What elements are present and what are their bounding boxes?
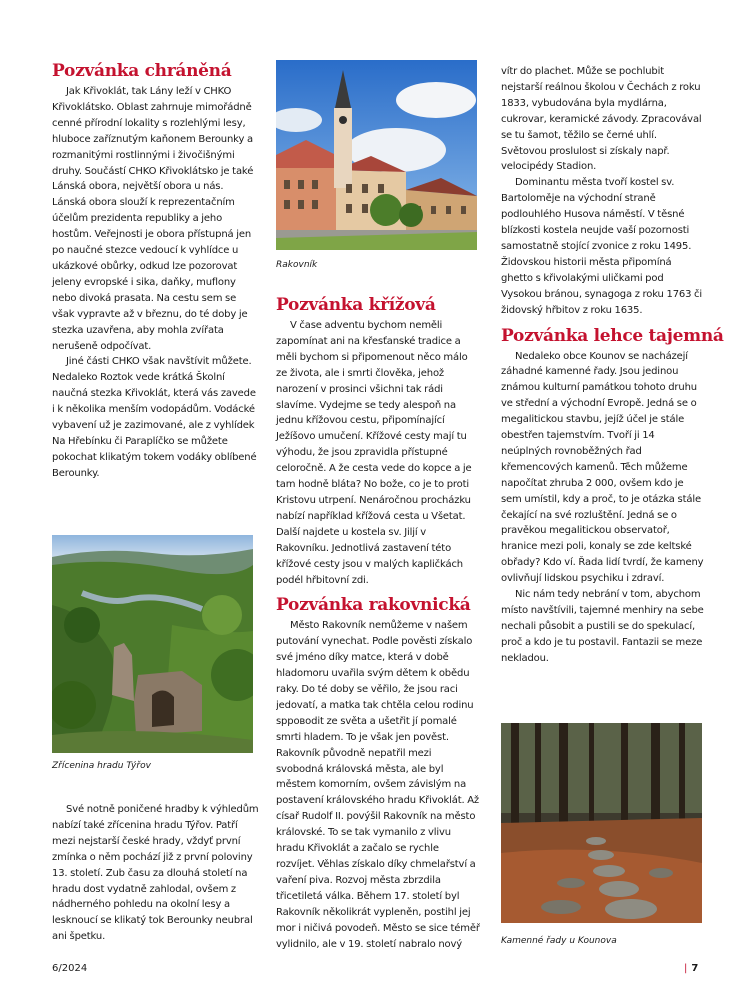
page-number: 7 [691, 963, 699, 974]
paragraph-rakovnicka-continued: vítr do plachet. Může se pochlubit nejstarší reálnou školou v Čechách z roku 1833, vybudována byla mydlárna, cukrovar, keramické závody. Zpracovával se tu šamot, těžilo se černé uhlí. Světovou proslulost si získaly např. velocipédy Stadion. [501, 66, 702, 173]
paragraph-tyrov: Své notně poničené hradby k výhledům nabízí také zřícenina hradu Týřov. Patří mezi nejstarší české hrady, vždyť první zmínka o něm pochází již z první poloviny 13. století. Zub času za dlouhá století na hradu dost vydatně zahlodal, ovšem z nádherného pohledu na okolní lesy a lesknoucí se klikatý tok Berounky neubral ani špetku. [52, 804, 259, 943]
photo-tyrov-ruin [52, 535, 253, 753]
photo-rakovnik-square [276, 60, 477, 250]
footer-issue: 6/2024 [52, 963, 88, 974]
caption-tyrov: Zřícenina hradu Týřov [52, 761, 151, 771]
heading-tajemna: Pozvánka lehce tajemná [501, 325, 724, 346]
photo-kounov-stone-rows [501, 723, 702, 923]
column-1 [52, 60, 260, 482]
paragraph-chranena-1: Jak Křivoklát, tak Lány leží v CHKO Křivoklátsko. Oblast zahrnuje mimořádně cenné přírodní lokality s rozlehlými lesy, hluboce zaříznutým kaňonem Berounky a rozmanitými rostlinnými i živočišnými druhy. Součástí CHKO Křivoklátsko je také Lánská obora, největší obora u nás. Lánská obora slouží k reprezentačním účelům prezidenta republiky a jeho hostům. Veřejnosti je obora přístupná jen po naučné stezce vedoucí k vyhlídce u ukázkové obůrky, odkud lze pozorovat jeleny evropské i sika, daňky, muflony nebo divoká prasata. Na cestu sem se však vypravte až v březnu, do té doby je stezka uzavřena, aby mohla zvířata nerušeně odpočívat. [52, 86, 254, 352]
paragraph-chranena-2: Jiné části CHKO však navštívit můžete. Nedaleko Roztok vede krátká Školní naučná stezka Křivoklát, která vás zavede i k několika menším vodopádům. Vodácké vybavení už je zazimované, ale z vyhlídek Na Hřebínku či Paraplíčko se můžete pokochat klikatým tokem vodáky oblíbené Berounky. [52, 356, 257, 479]
column-3 [501, 64, 724, 667]
heading-rakovnicka: Pozvánka rakovnická [276, 595, 471, 616]
heading-chranena: Pozvánka chráněná [52, 61, 232, 81]
column-2 [276, 294, 480, 954]
paragraph-rakovnicka-2: Dominantu města tvoří kostel sv. Bartoloměje na východní straně podlouhlého Husova náměstí. V těsné blízkosti kostela neujde vaší pozornosti samostatně stojící zvonice z roku 1495. Židovskou historii města připomíná ghetto s křivolakými uličkami pod Vysokou bránou, synagoga z roku 1763 či židovský hřbitov z roku 1635. [501, 177, 703, 316]
paragraph-rakovnicka-1: Město Rakovník nemůžeme v našem putování vynechat. Podle pověsti získalo své jméno díky matce, která v době hladomoru uvařila svým dětem k obědu raky. Do té doby se věřilo, že jsou raci jedovatí, a matka tak chtěla celou rodinu spровodit ze světa a ušetřit jí pomalé smrti hladem. To je však jen pověst. Rakovník původně nepatřil mezi svobodná královská města, ale byl městem komorním, ovšem závislým na postavení královského hradu Křivoklát. Až císař Rudolf II. povýšil Rakovník na město královské. To se tak vymanilo z vlivu hradu Křivoklát a začalo se rychle rozvíjet. Věhlas získalo díky chmelařství a vaření piva. Rozvoj města zbrzdila třicetiletá válka. Během 17. století byl Rakovník několikrát vypleněn, postihl jej mor i ničivá povodeň. Město se sice téměř vylidnilo, ale v 19. století nabralo nový [276, 620, 480, 950]
footer-divider: | [684, 963, 688, 974]
footer-page-number [684, 963, 698, 974]
caption-kounov: Kamenné řady u Kounova [501, 936, 617, 946]
paragraph-krizova: V čase adventu bychom neměli zapomínat ani na křesťanské tradice a měli bychom si připomenout něco málo ze života, ale i smrti člověka, jehož narození v prosinci všichni tak rádi slavíme. Vydejme se tedy alespoň na jednu křížovou cestu, připomínající Ježíšovo umučení. Křížové cesty mají tu výhodu, že jsou zpravidla přístupné celoročně. A že cesta vede do kopce a je tam hodně bláta? No bože, co je to proti Kristovu utrpení. Nenáročnou procházku nabízí například křížová cesta u Všetat. Další najdete u kostela sv. Jiljí v Rakovníku. Jednotlivá zastavení této křížové cesty jsou v malých kapličkách podél hřbitovní zdi. [276, 320, 472, 586]
paragraph-tajemna-2: Nic nám tedy nebrání v tom, abychom místo navštívili, tajemné menhiry na sebe nechali působit a pustili se do spekulací, proč a kdo je tu postavil. Fantazii se meze nekladou. [501, 589, 704, 664]
paragraph-tajemna-1: Nedaleko obce Kounov se nacházejí záhadné kamenné řady. Jsou jedinou známou kulturní památkou tohoto druhu ve střední a východní Evropě. Jedná se o megalitickou stavbu, jejíž účel je stále obestřen tajemstvím. Tvoří ji 14 neúplných rovnoběžných řad křemencových kamenů. Těch můžeme napočítat zhruba 2 000, ovšem kdo je sem umístil, kdy a proč, to je otázka stále čekající na své rozluštění. Jedná se o pravěkou megalitickou observatoř, hranice mezi poli, konaly se zde keltské obřady? Kdo ví. Řada lidí tvrdí, že kameny ovlivňují lidskou psychiku i zdraví. [501, 350, 704, 585]
heading-krizova: Pozvánka křížová [276, 295, 436, 315]
column-1-lower [52, 802, 260, 945]
caption-rakovnik: Rakovník [276, 260, 318, 270]
